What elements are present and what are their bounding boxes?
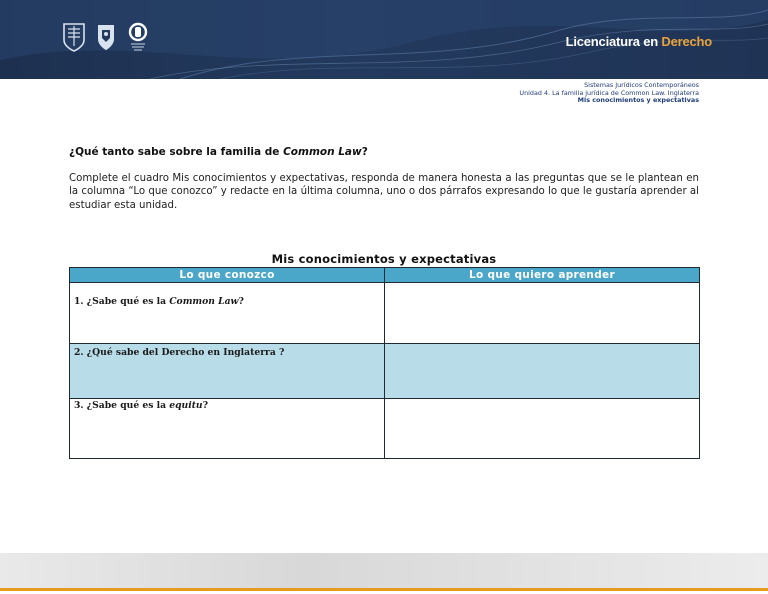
- table-title: Mis conocimientos y expectativas: [271, 252, 497, 266]
- instructions-paragraph: Complete el cuadro Mis conocimientos y expectativas, responda de manera honesta a las preguntas que se le plantean en la columna “Lo que conozco” y redacte en la última columna, uno o dos párrafos expresando lo que le gustaría aprender al estudiar esta unidad.: [69, 173, 699, 211]
- institution-logos: [62, 22, 150, 52]
- question-cell: [70, 399, 385, 459]
- breadcrumb: [519, 82, 699, 105]
- program-prefix: Licenciatura en: [565, 34, 662, 49]
- question-prefix: ¿Qué tanto sabe sobre la familia de: [69, 146, 284, 158]
- breadcrumb-unit: Unidad 4. La familia jurídica de Common Law. Inglaterra: [519, 88, 699, 97]
- program-accent: Derecho: [661, 34, 712, 49]
- question-suffix: ?: [202, 400, 209, 411]
- column-header-known: Lo que conozco: [70, 268, 385, 283]
- table-header-row: [70, 268, 700, 283]
- question-suffix: ?: [238, 296, 244, 307]
- answer-cell[interactable]: [385, 344, 700, 399]
- question-emphasis: equitu: [169, 400, 203, 411]
- question-suffix: ?: [361, 146, 368, 158]
- answer-cell[interactable]: [385, 399, 700, 459]
- footer-band: [0, 553, 768, 588]
- question-text: 2. ¿Qué sabe del Derecho en Inglaterra ?: [74, 347, 285, 358]
- question-emphasis: Common Law: [169, 296, 239, 307]
- page-question: [69, 146, 368, 158]
- expectations-table: [69, 267, 700, 459]
- question-emphasis: Common Law: [283, 146, 362, 158]
- open-education-logo-icon: [126, 22, 150, 52]
- footer-accent-line: [0, 588, 768, 591]
- answer-cell[interactable]: [385, 283, 700, 344]
- unam-shield-icon: [62, 22, 86, 52]
- breadcrumb-activity: Mis conocimientos y expectativas: [577, 96, 699, 105]
- program-title: [566, 34, 712, 49]
- table-row: [70, 283, 700, 344]
- header-banner: [0, 0, 768, 79]
- question-text: 1. ¿Sabe qué es la: [74, 296, 170, 307]
- question-cell: [70, 344, 385, 399]
- breadcrumb-subject: Sistemas Jurídicos Contemporáneos: [584, 81, 699, 89]
- faculty-shield-icon: [94, 22, 118, 52]
- table-row: [70, 344, 700, 399]
- question-cell: [70, 283, 385, 344]
- table-row: [70, 399, 700, 459]
- column-header-learn: Lo que quiero aprender: [385, 268, 700, 283]
- question-text: 3. ¿Sabe qué es la: [74, 400, 170, 411]
